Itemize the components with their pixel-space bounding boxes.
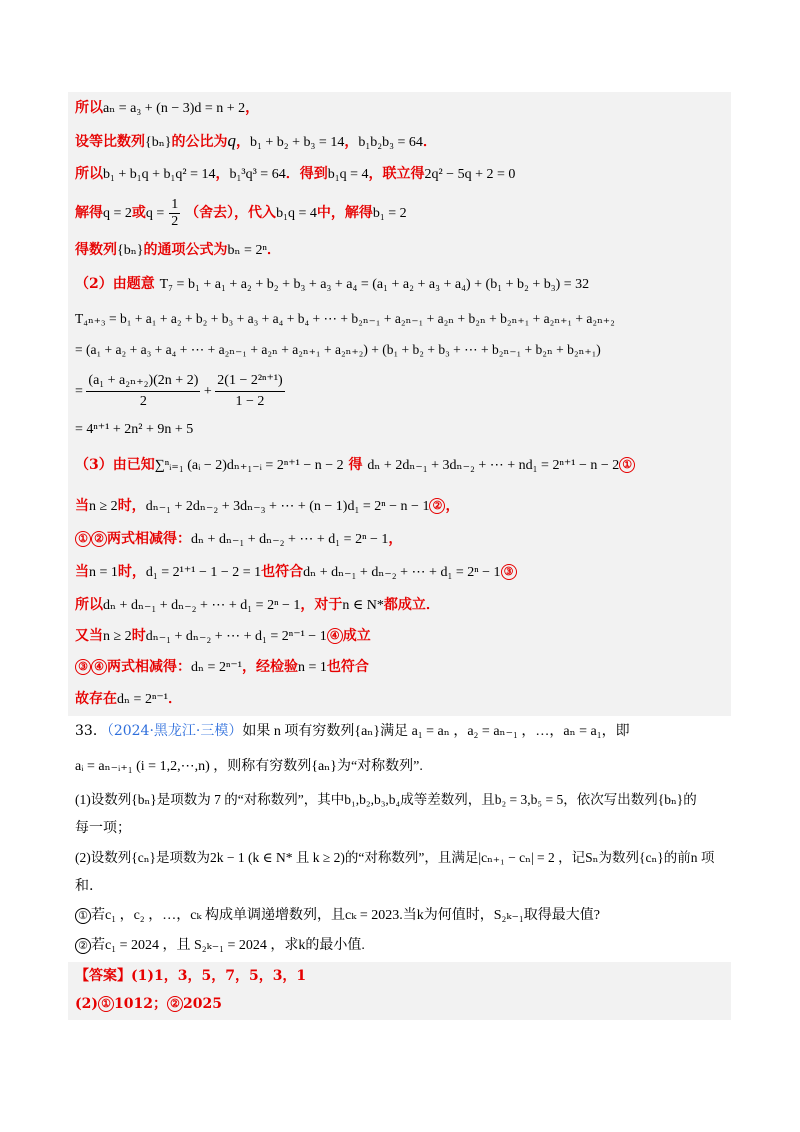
solution-line-18: 故存在dₙ = 2ⁿ⁻¹． — [75, 691, 182, 707]
solution-line-7: T₄ₙ₊₃ = b₁ + a₁ + a₂ + b₂ + b₃ + a₃ + a₄ + b₄ + ⋯ + b₂ₙ₋₁ + a₂ₙ₋₁ + a₂ₙ + b₂ₙ + b₂ₙ₊₁ + a₂ₙ₊₁ + a₂ₙ₊₂ — [75, 311, 615, 326]
solution-line-6: （2）由题意 T₇ = b₁ + a₁ + a₂ + b₂ + b₃ + a₃ + a₄ = (a₁ + a₂ + a₃ + a₄) + (b₁ + b₂ + b₃) = 32 — [75, 276, 590, 292]
circle-marker-3: ③ — [501, 564, 517, 580]
solution-line-13: ① ② 两式相减得：dₙ + dₙ₋₁ + dₙ₋₂ + ⋯ + d₁ = 2ⁿ − 1， — [75, 529, 402, 550]
problem-line-7: ① 若c₁ ，c₂ ，…，cₖ 构成单调递增数列，且cₖ = 2023.当k为何值时，S₂ₖ₋₁取得最大值? — [75, 906, 600, 926]
solution-line-1: 所以aₙ = a₃ + (n − 3)d = n + 2， — [75, 100, 260, 116]
circle-marker-1: ① — [75, 908, 91, 924]
solution-line-3: 所以b₁ + b₁q + b₁q² = 14，b₁³q³ = 64．得到b₁q = 4，联立得2q² − 5q + 2 = 0 — [75, 166, 516, 182]
circle-marker-4: ④ — [91, 659, 107, 675]
solution-line-8: = (a₁ + a₂ + a₃ + a₄ + ⋯ + a₂ₙ₋₁ + a₂ₙ + a₂ₙ₊₁ + a₂ₙ₊₂) + (b₁ + b₂ + b₃ + ⋯ + b₂ₙ₋₁ + b₂ₙ + b₂ₙ₊₁) — [75, 342, 601, 357]
answer-line-1: 【答案】(1)1，3，5，7，5，3，1 — [75, 968, 307, 984]
circle-marker-1: ① — [75, 531, 91, 547]
solution-line-9: = $\frac{\text{(a₁ + a₂ₙ₊₂)(2n + 2)}}{2}$ + $\frac{\text{2(1 − 2²ⁿ⁺¹)}}{1 - 2}$ — [75, 366, 285, 418]
circle-marker-2: ② — [429, 498, 445, 514]
fraction-geom-sum: $\frac{\text{2(1 − 2²ⁿ⁺¹)}}{1 - 2}$ — [217, 373, 283, 410]
circle-marker-2: ② — [91, 531, 107, 547]
problem-line-2: aᵢ = aₙ₋ᵢ₊₁ (i = 1,2,⋯,n) ，则称有穷数列{aₙ}为“对称数列”. — [75, 759, 423, 774]
solution-line-12: 当n ≥ 2时，dₙ₋₁ + 2dₙ₋₂ + 3dₙ₋₃ + ⋯ + (n − 1)d₁ = 2ⁿ − n − 1 ② ， — [75, 498, 460, 514]
problem-line-1: 33．（2024·黑龙江·三模）如果 n 项有穷数列{aₙ}满足 a₁ = aₙ ，a₂ = aₙ₋₁ ，…，aₙ = a₁，即 — [75, 723, 630, 739]
fraction-one-half: $\frac{1}{2}$ — [171, 196, 179, 229]
answer-line-2: (2) ① 1012； ② 2025 — [75, 996, 222, 1012]
problem-source: （2024·黑龙江·三模） — [106, 723, 243, 739]
circle-marker-3: ③ — [75, 659, 91, 675]
problem-line-4: 每一项； — [75, 820, 131, 836]
circle-marker-2: ② — [75, 938, 91, 954]
circle-marker-1: ① — [619, 457, 635, 473]
solution-line-2: 设等比数列{bₙ}的公比为q，b₁ + b₂ + b₃ = 14，b₁b₂b₃ = 64． — [75, 131, 437, 150]
solution-line-15: 所以dₙ + dₙ₋₁ + dₙ₋₂ + ⋯ + d₁ = 2ⁿ − 1，对于n ∈ N*都成立． — [75, 597, 440, 613]
solution-line-4: 解得q = 2或q = $\frac{1}{2}$ （舍去），代入b₁q = 4中，解得b₁ = 2 — [75, 196, 407, 229]
solution-line-5: 得数列{bₙ}的通项公式为bₙ = 2ⁿ． — [75, 242, 281, 258]
problem-line-5: (2)设数列{cₙ}是项数为2k − 1 (k ∈ N* 且 k ≥ 2)的“对称数列”，且满足|cₙ₊₁ − cₙ| = 2 ，记Sₙ为数列{cₙ}的前n 项 — [75, 850, 715, 865]
solution-line-16: 又当n ≥ 2时dₙ₋₁ + dₙ₋₂ + ⋯ + d₁ = 2ⁿ⁻¹ − 1 ④ 成立 — [75, 628, 371, 644]
solution-line-11: （3）由已知∑ⁿᵢ₌₁ (aᵢ − 2)dₙ₊₁₋ᵢ = 2ⁿ⁺¹ − n − 2 得 dₙ + 2dₙ₋₁ + 3dₙ₋₂ + ⋯ + nd₁ = 2ⁿ⁺¹ − n − 2 ① — [75, 450, 635, 481]
solution-line-10: = 4ⁿ⁺¹ + 2n² + 9n + 5 — [75, 422, 194, 437]
problem-line-6: 和. — [75, 878, 94, 894]
problem-number: 33． — [75, 723, 107, 739]
fraction-arith-sum: $\frac{\text{(a₁ + a₂ₙ₊₂)(2n + 2)}}{2}$ — [88, 373, 199, 410]
problem-line-8: ② 若c₁ = 2024 ，且 S₂ₖ₋₁ = 2024 ，求k的最小值. — [75, 936, 365, 956]
circle-marker-4: ④ — [327, 628, 343, 644]
problem-line-3: (1)设数列{bₙ}是项数为 7 的“对称数列”，其中b₁,b₂,b₃,b₄成等差数列，且b₂ = 3,b₅ = 5，依次写出数列{bₙ}的 — [75, 792, 697, 807]
solution-line-14: 当n = 1时，d₁ = 2¹⁺¹ − 1 − 2 = 1也符合dₙ + dₙ₋₁ + dₙ₋₂ + ⋯ + d₁ = 2ⁿ − 1 ③ — [75, 562, 517, 583]
circle-marker-2: ② — [167, 996, 183, 1012]
circle-marker-1: ① — [98, 996, 114, 1012]
solution-line-17: ③ ④ 两式相减得：dₙ = 2ⁿ⁻¹，经检验n = 1也符合 — [75, 657, 369, 678]
